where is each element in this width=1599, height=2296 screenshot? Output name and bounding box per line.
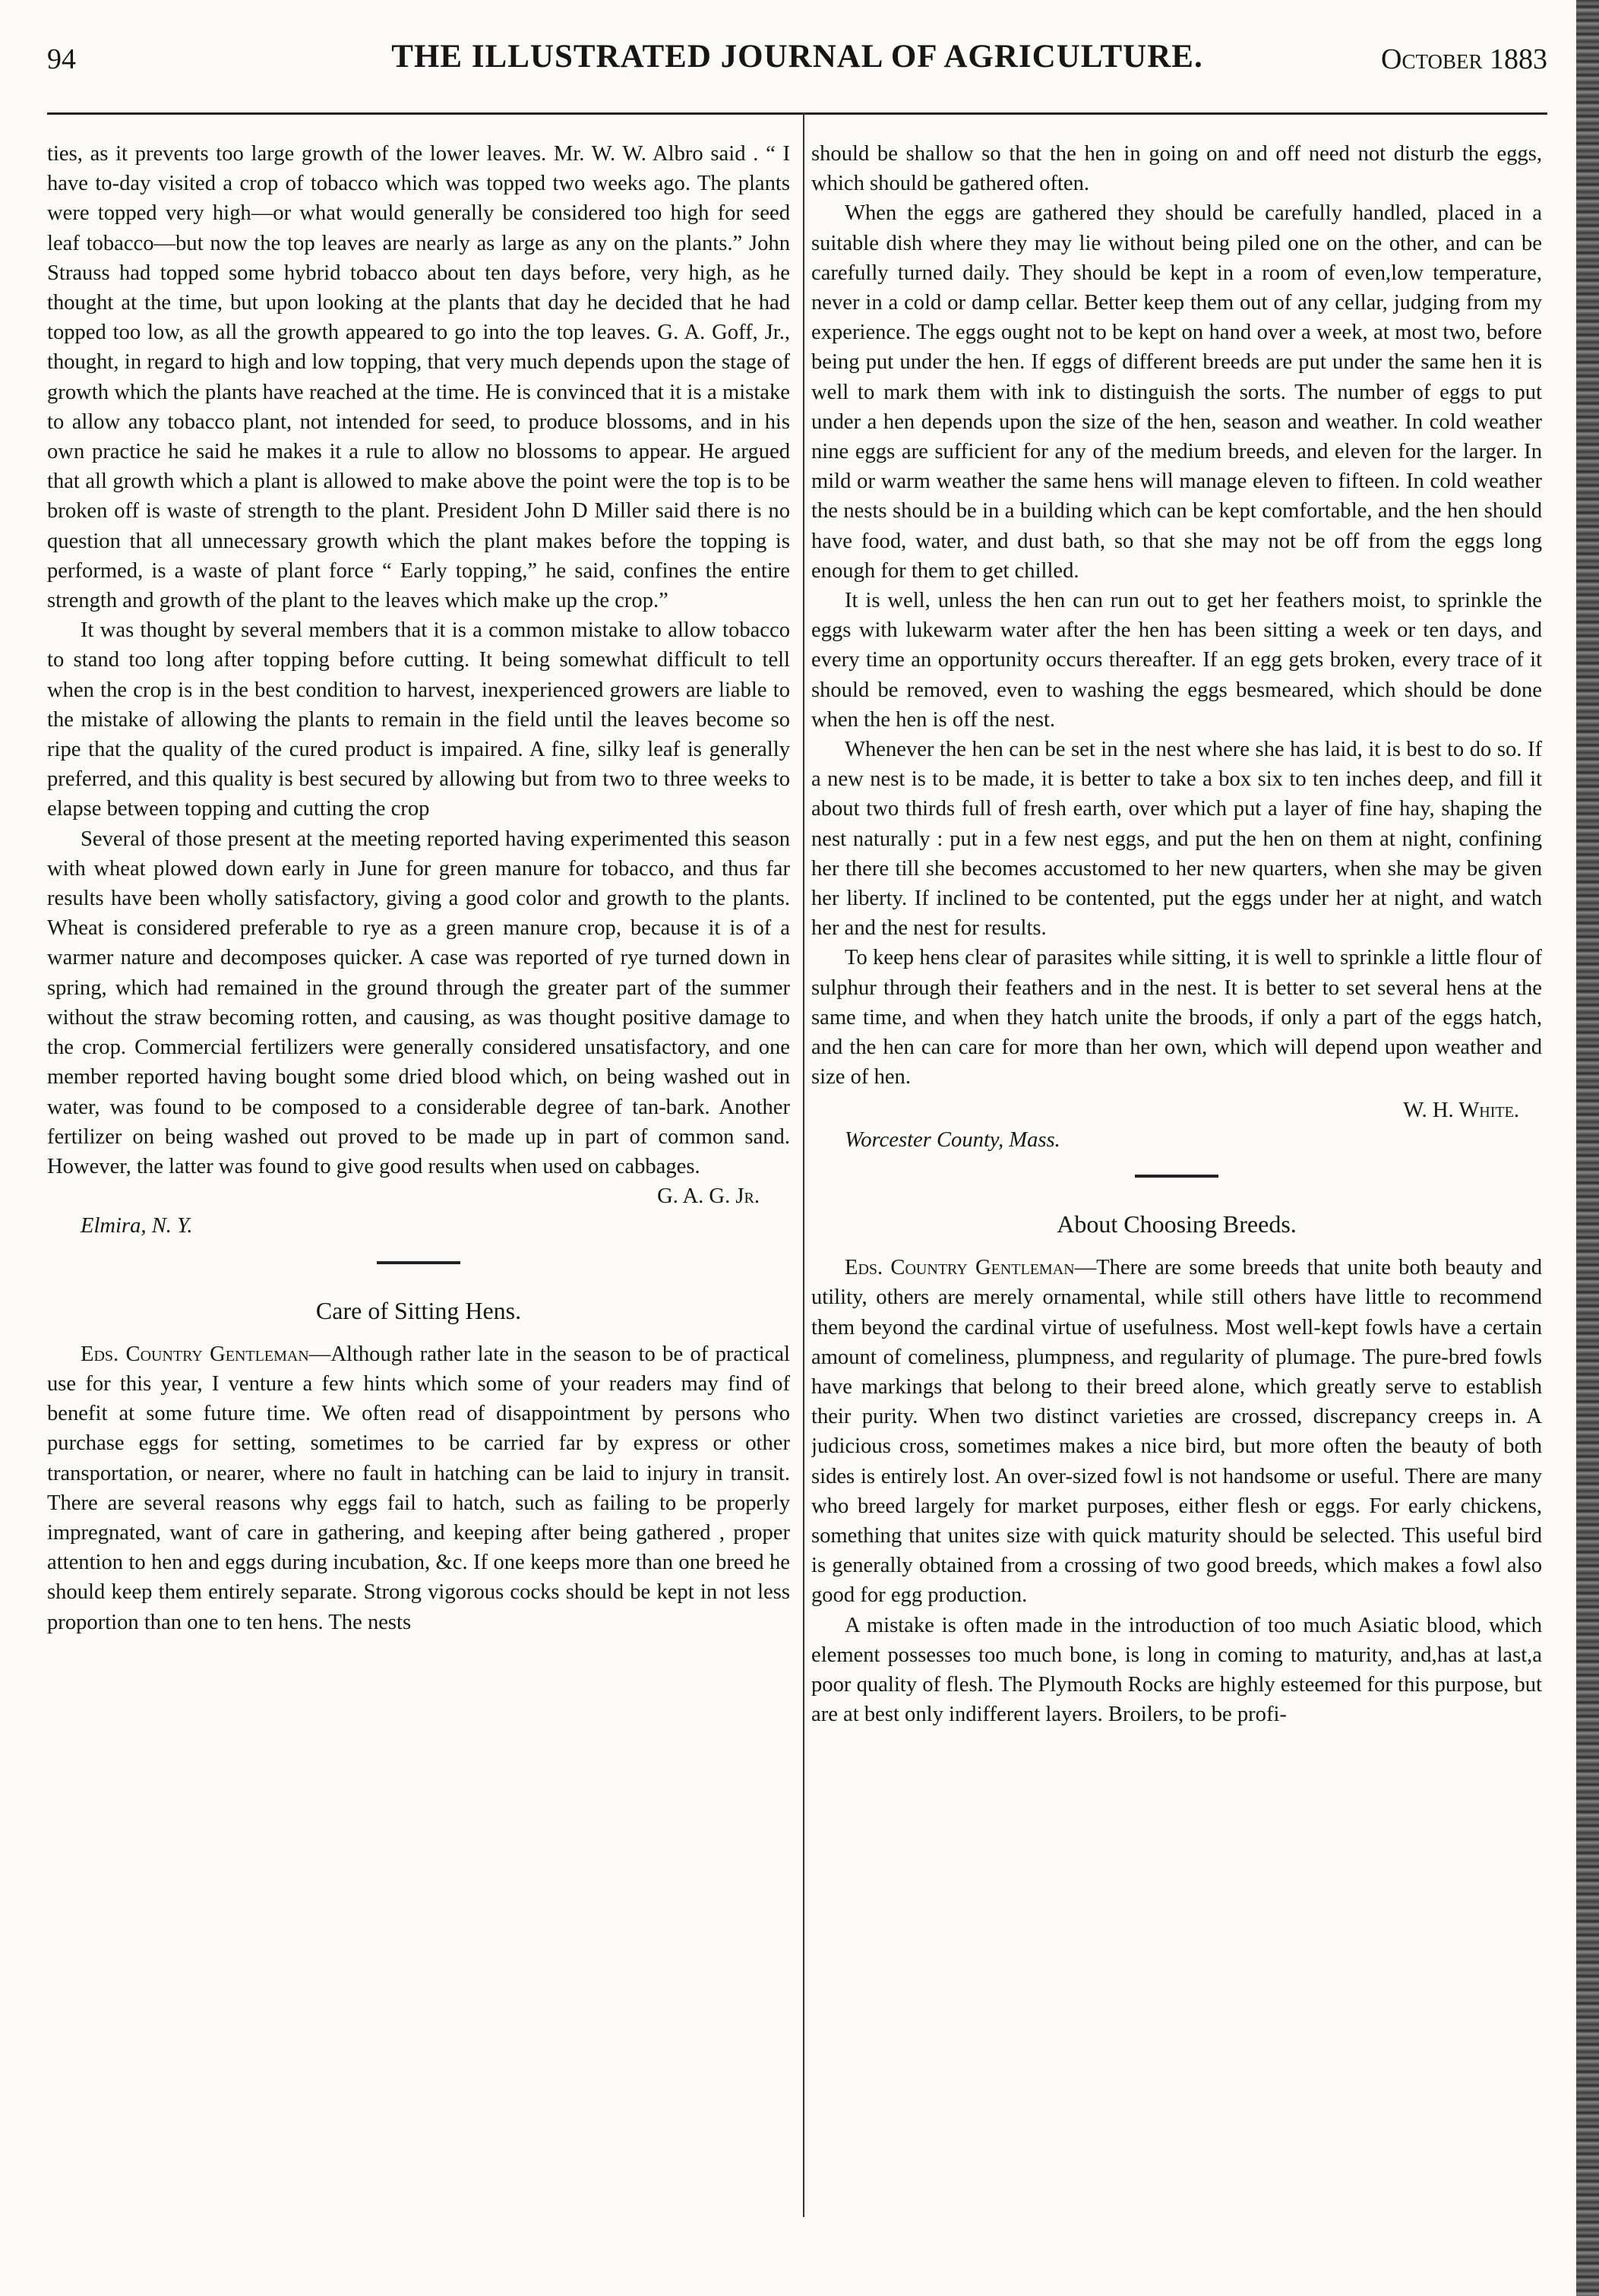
tobacco-paragraph-1: ties, as it prevents too large growth of the lower leaves. Mr. W. W. Albro said . “ I have to-day visited a crop of tobacco which was topped two weeks ago. The plants were topped very high—or what would generally be considered too high for seed leaf tobacco—but now the top leaves are nearly as large as any on the plants.” John Strauss had topped some hybrid tobacco about ten days before, very high, as he thought at the time, but upon looking at the plants that day he decided that he had topped too low, as all the growth appeared to go into the top leaves. G. A. Goff, Jr., thought, in regard to high and low topping, that very much depends upon the stage of growth which the plants have reached at the time. He is convinced that it is a mistake to allow any tobacco plant, not intended for seed, to produce blossoms, and in his own practice he said he makes it a rule to allow no blossoms to appear. He argued that all growth which a plant is allowed to make above the point were the top is to be broken off is waste of strength to the plant. President John D Miller said there is no question that all unnecessary growth which the plant makes before the topping is performed, is a waste of plant force “ Early topping,” he said, confines the entire strength and growth of the plant to the leaves which make up the crop.” <box>47 142 790 613</box>
sitting-hens-paragraph-6: To keep hens clear of parasites while sitting, it is well to sprinkle a little flour of sulphur through their feathers and in the nest. It is better to set several hens at the same time, and when they hatch unite the broods, if only a part of the eggs hatch, and the hen can care for more than her own, which will depend upon weather and size of hen. <box>811 946 1542 1089</box>
tobacco-paragraph-3-text: Several of those present at the meeting reported having experimented this season with wheat plowed down early in June for green manure for tobacco, and thus far results have been wholly satisfactory, giving a good color and growth to the plants. Wheat is considered preferable to rye as a green manure crop, because it is of a warmer nature and decomposes quicker. A case was reported of rye turned down in spring, which had remained in the ground through the greater part of the summer without the straw becoming rotten, and causing, as was thought positive damage to the crop. Commercial fertilizers were generally considered unsatisfactory, and one member reported having bought some dried blood which, on being washed out in water, was found to be composed to a considerable degree of tan-bark. Another fertilizer on being washed out proved to be made up in part of common sand. However, the latter was found to give good results when used on cabbages. <box>47 827 790 1178</box>
sitting-hens-paragraph-3: When the eggs are gathered they should be carefully handled, placed in a suitable dish where they may lie without being piled one on the other, and can be carefully turned daily. They should be kept in a room of even,low temperature, never in a cold or damp cellar. Better keep them out of any cellar, judging from my experience. The eggs ought not to be kept on hand over a week, at most two, before being put under the hen. If eggs of different breeds are put under the same hen it is well to mark them with ink to distinguish the sorts. The number of eggs to put under a hen depends upon the size of the hen, season and weather. In cold weather nine eggs are sufficient for any of the medium breeds, and eleven for the larger. In mild or warm weather the same hens will manage eleven to fifteen. In cold weather the nests should be in a building which can be kept comfortable, and the hen should have food, water, and dust bath, so that she may not be off from the eggs long enough for them to get chilled. <box>811 201 1542 583</box>
article-title-sitting-hens: Care of Sitting Hens. <box>315 1296 522 1324</box>
sitting-hens-paragraph-1 <box>47 1339 790 1637</box>
column-divider <box>803 112 804 2217</box>
sitting-hens-salutation: Eds. Country Gentleman <box>81 1342 309 1366</box>
breeds-salutation: Eds. Country Gentleman <box>845 1256 1075 1280</box>
sitting-hens-paragraph-5: Whenever the hen can be set in the nest where she has laid, it is best to do so. If a new nest is to be made, it is better to take a box six to ten inches deep, and fill it about two thirds full of fresh earth, over which put a layer of fine hay, shaping the nest naturally : put in a few nest eggs, and put the hen on them at night, confining her there till she becomes accustomed to her new quarters, when she may be given her liberty. If inclined to be contented, put the eggs under her at night, and watch her and the nest for results. <box>811 738 1542 941</box>
breeds-paragraph-1 <box>811 1253 1542 1610</box>
header-rule <box>47 112 1547 115</box>
tobacco-paragraph-3 <box>47 824 790 1209</box>
issue-date: October 1883 <box>1381 43 1547 75</box>
journal-title: THE ILLUSTRATED JOURNAL OF AGRICULTURE. <box>391 39 1203 74</box>
article-separator <box>377 1261 460 1264</box>
left-column <box>47 139 790 2217</box>
tobacco-signature: G. A. G. Jr. <box>657 1184 760 1209</box>
right-column <box>811 139 1542 2217</box>
sitting-hens-place: Worcester County, Mass. <box>845 1127 1060 1152</box>
breeds-paragraph-2: A mistake is often made in the introduction of too much Asiatic blood, which element possesses too much bone, is long in coming to maturity, and,has at last,a poor quality of flesh. The Plymouth Rocks are highly esteemed for this purpose, but are at best only indifferent layers. Broilers, to be profi- <box>811 1613 1542 1727</box>
sitting-hens-paragraph-4: It is well, unless the hen can run out to get her feathers moist, to sprinkle the eggs with lukewarm water after the hen has been sitting a week or ten days, and every time an opportunity occurs thereafter. If an egg gets broken, every trace of it should be removed, even to washing the eggs besmeared, which should be done when the hen is off the nest. <box>811 589 1542 732</box>
sitting-hens-paragraph-2: should be shallow so that the hen in going on and off need not disturb the eggs, which should be gathered often. <box>811 142 1542 196</box>
breeds-text-1: —There are some breeds that unite both beauty and utility, others are merely ornamental, while still others have little to recommend them beyond the cardinal virtue of usefulness. Most well-kept fowls have a certain amount of comeliness, plumpness, and regularity of plumage. The pure-bred fowls have markings that belong to their breed alone, which greatly serve to establish their purity. When two distinct varieties are crossed, discrepancy creeps in. A judicious cross, sometimes makes a nice bird, but more often the beauty of both sides is entirely lost. An over-sized fowl is not handsome or useful. There are many who breed largely for market purposes, either flesh or eggs. For early chickens, something that unites size with quick maturity should be selected. This useful bird is generally obtained from a crossing of two good breeds, which makes a fowl also good for egg production. <box>811 1256 1542 1608</box>
article-title-choosing-breeds: About Choosing Breeds. <box>1057 1210 1297 1238</box>
page-header <box>47 38 1547 84</box>
sitting-hens-text-1: —Although rather late in the season to be of practical use for this year, I venture a few hints which some of your readers may find of benefit at some future time. We often read of disappointment by persons who purchase eggs for setting, sometimes to be carried far by express or other transportation, or nearer, where no fault in hatching can be laid to injury in transit. There are several reasons why eggs fail to hatch, such as failing to be properly impregnated, want of care in gathering, and keeping after being gathered , proper attention to hen and eggs during incubation, &c. If one keeps more than one breed he should keep them entirely separate. Strong vigorous cocks should be kept in not less proportion than one to ten hens. The nests <box>47 1342 790 1634</box>
page-edge <box>1576 0 1599 2296</box>
tobacco-paragraph-2: It was thought by several members that it is a common mistake to allow tobacco to stand too long after topping before cutting. It being somewhat difficult to tell when the crop is in the best condition to harvest, inexperienced growers are liable to the mistake of allowing the plants to remain in the field until the leaves become so ripe that the quality of the cured product is impaired. A fine, silky leaf is generally preferred, and this quality is best secured by allowing but from two to three weeks to elapse between topping and cutting the crop <box>47 618 790 821</box>
page-number: 94 <box>47 43 76 75</box>
sitting-hens-signature: W. H. White. <box>1403 1098 1519 1122</box>
article-separator <box>1135 1175 1218 1178</box>
tobacco-place: Elmira, N. Y. <box>81 1214 193 1238</box>
